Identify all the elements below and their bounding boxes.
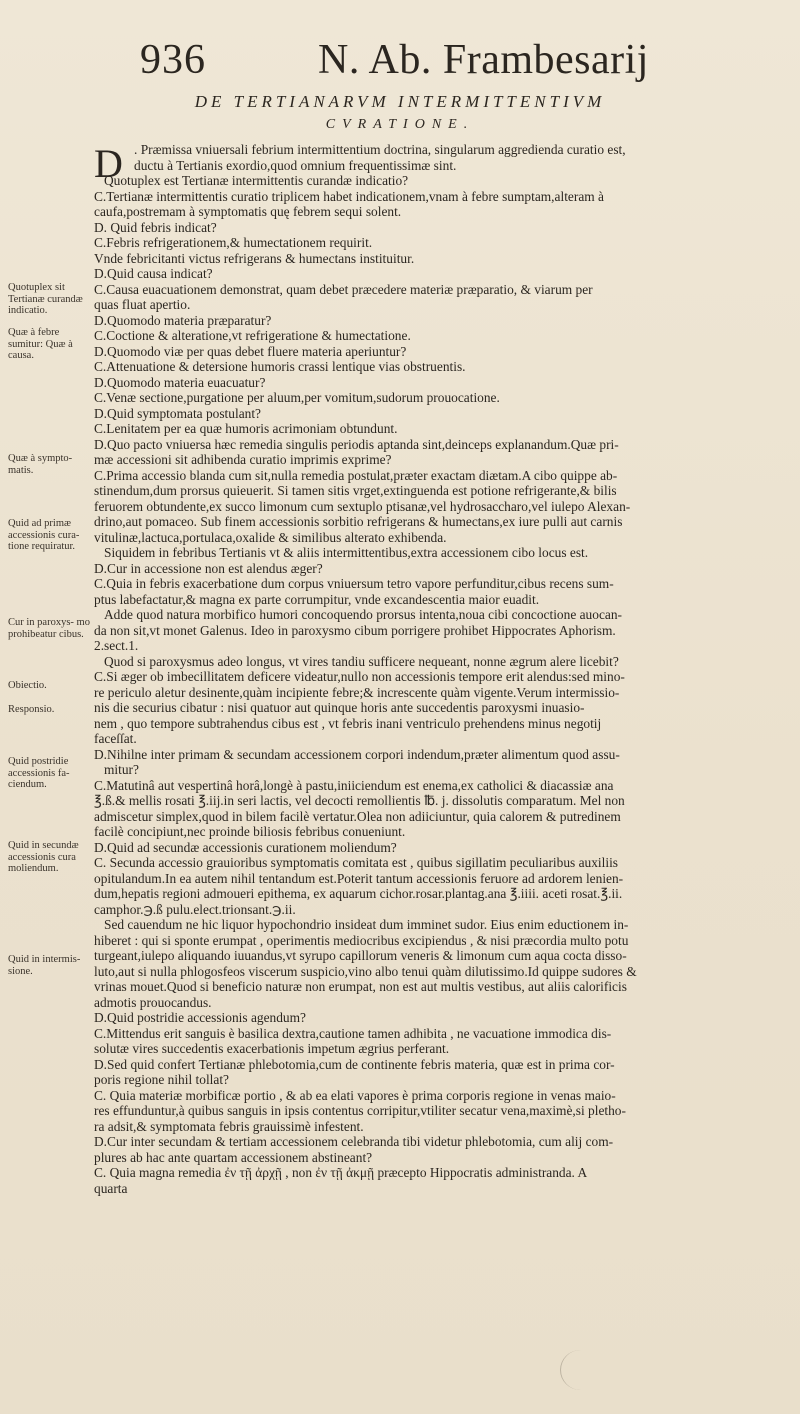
running-head: N. Ab. Frambesarij (318, 37, 649, 83)
text-line: C.Tertianæ intermittentis curatio triplicem habet indicationem,vnam à febre sumptam,alteram à (94, 188, 604, 204)
text-line: res effunduntur,à quibus sanguis in ipsis contentus corripitur,vtiliter secatur vena,maximè,si pletho- (94, 1103, 626, 1118)
text-line: opitulandum.In ea autem nihil tentandum est.Poterit tantum accessionis feruore ad ardorem lenien- (94, 870, 624, 886)
text-line: caufa,postremam à symptomatis quę febrem sequi solent. (94, 204, 402, 219)
page-number: 936 (140, 37, 206, 83)
text-line: C.Matutinâ aut vespertinâ horâ,longè à pastu,iniiciendum est enema,ex catholici & diacassiæ ana (94, 777, 614, 793)
text-line: dum,hepatis regioni admoueri epithema, ex aquarum cichor.rosar.plantag.ana ℥.iiii. aceti rosat.℥.ii. (94, 886, 623, 901)
text-line: ra adsit,& symptomata febris grauissimè infestent. (94, 1118, 364, 1134)
text-line: camphor.℈.ß pulu.elect.trionsant.℈.ii. (94, 901, 296, 917)
text-line: Quotuplex est Tertianæ intermittentis curandæ indicatio? (104, 173, 409, 188)
text-line: turgeant,iulepo aliquando iuuandus,vt syrupo capillorum veneris & limonum cum aqua cocta disso- (94, 948, 627, 963)
text-line: plures ab hac ante quartam accessionem abstineant? (94, 1149, 373, 1165)
opening-lines (94, 142, 784, 173)
text-line: C.Si æger ob imbecillitatem deficere videatur,nullo non accessionis tempore erit alendus:sed mino- (94, 669, 625, 684)
margin-note: Quid postridie accessionis fa- ciendum. (8, 756, 70, 790)
text-line: re periculo aletur desinente,quàm incipiente febre;& increscente quàm vigente.Verum intermissio- (94, 684, 620, 700)
margin-note: Quotuplex sit Tertianæ curandæ indicatio. (8, 282, 83, 316)
body-text (94, 142, 784, 1196)
text-line: C.Mittendus erit sanguis è basilica dextra,cautione tamen adhibita , ne vacuatione immodica dis- (94, 1025, 612, 1041)
text-line: D.Quid postridie accessionis agendum? (94, 1010, 306, 1025)
text-line: D.Quomodo viæ per quas debet fluere materia aperiuntur? (94, 343, 407, 359)
margin-note: Quid ad primæ accessionis cura- tione requiratur. (8, 518, 80, 552)
text-line: ductu à Tertianis exordio,quod omnium frequentissimæ sint. (134, 157, 457, 173)
text-line: Siquidem in febribus Tertianis vt & aliis intermittentibus,extra accessionem cibo locus est. (104, 545, 589, 560)
text-line: D.Sed quid confert Tertianæ phlebotomia,cum de continente febris materia, quæ est in prima cor- (94, 1056, 615, 1072)
text-line: feruorem obtundente,ex succo limonum cum sextuplo ptisanæ,vel hydrosaccharo,vel iulepo Alexan- (94, 498, 631, 514)
text-line: Vnde febricitanti victus refrigerans & humectans instituitur. (94, 250, 415, 266)
margin-note: Quid in secundæ accessionis cura moliendum. (8, 840, 79, 874)
margin-note: Obiectio. (8, 680, 47, 691)
text-line: ptus labefactatur,& magna ex parte corrumpitur, vnde excandescentia maior euadit. (94, 591, 540, 607)
text-line: ℥.ß.& mellis rosati ℥.iij.in seri lactis, vel decocti remollientis ℔. j. dissolutis comparatum. Mel non (94, 793, 625, 808)
text-line: C.Venæ sectione,purgatione per aluum,per vomitum,sudorum prouocatione. (94, 390, 500, 405)
chapter-title: DE TERTIANARVM INTERMITTENTIVM (194, 92, 606, 111)
text-line: solutæ vires succedentis exacerbationis impetum ægrius perferant. (94, 1041, 450, 1056)
text-line: D.Quid causa indicat? (94, 266, 213, 281)
text-line: admotis prouocandus. (94, 994, 212, 1010)
text-line: D.Nihilne inter primam & secundam accessionem corpori indendum,præter alimentum quod assu- (94, 746, 620, 762)
text-line: C.Coctione & alteratione,vt refrigeratione & humectatione. (94, 328, 411, 343)
text-line: C.Prima accessio blanda cum sit,nulla remedia postulat,præter exactam diætam.A cibo quippe ab- (94, 467, 618, 483)
text-line: 2.sect.1. (94, 638, 139, 653)
text-line: da non sit,vt monet Galenus. Ideo in paroxysmo cibum porrigere prohibet Hippocrates Aphorism. (94, 622, 616, 638)
text-line: mæ accessioni sit adhibenda curatio imprimis exprime? (94, 452, 392, 467)
text-line: C. Secunda accessio grauioribus symptomatis comitata est , quibus sigillatim peculiaribus auxiliis (94, 855, 619, 870)
text-line: quarta (94, 1180, 128, 1196)
text-lines (94, 173, 784, 1196)
text-line: hiberet : qui si sponte erumpat , operimentis mediocribus excipiendus , & nisi præcordia multo potu (94, 932, 629, 948)
text-line: admiscetur simplex,quod in bilem facilè vertatur.Olea non adiiciuntur, quia calorem & putredinem (94, 808, 621, 824)
text-line: Adde quod natura morbifico humori concoquendo prorsus intenta,noua cibi concoctione auocan- (104, 607, 622, 622)
chapter-subtitle: CVRATIONE. (325, 117, 475, 132)
text-line: C.Quia in febris exacerbatione dum corpus vniuersum tetro vapore perfunditur,cibus recens sum- (94, 576, 614, 591)
drop-capital: D (94, 141, 123, 186)
margin-note: Cur in paroxys- mo prohibeatur cibus. (8, 617, 90, 640)
text-line: stinendum,dum prorsus quieuerit. Si tamen sitis vrget,extinguenda est potione refrigerante,& bilis (94, 483, 617, 498)
text-line: D.Quid ad secundæ accessionis curationem moliendum? (94, 839, 397, 855)
text-line: D. Quid febris indicat? (94, 219, 217, 235)
text-line: faceſſat. (94, 731, 137, 746)
margin-note: Responsio. (8, 704, 55, 715)
text-line: D.Cur inter secundam & tertiam accessionem celebranda tibi videtur phlebotomia, cum alij com- (94, 1134, 614, 1149)
margin-note: Quæ à febre sumitur: Quæ à causa. (8, 327, 73, 361)
text-line: poris regione nihil tollat? (94, 1072, 229, 1087)
page-blemish (560, 1350, 601, 1390)
text-line: C. Quia materiæ morbificæ portio , & ab ea elati vapores è prima corporis regione in venas maio- (94, 1087, 616, 1103)
text-line: . Præmissa vniuersali febrium intermittentium doctrina, singularum aggredienda curatio est, (134, 142, 626, 157)
text-line: nis die securius cibatur : nisi quatuor aut quinque horis ante succedentis paroxysmi inuasio- (94, 700, 585, 715)
text-line: luto,aut si nulla phlogosfeos viscerum suspicio,vino albo tenui quàm dilutissimo.Id quippe sudores & (94, 963, 637, 979)
text-line: drino,aut pomaceo. Sub finem accessionis sorbitio refrigerans & humectans,ex iure pulli aut carnis (94, 514, 623, 529)
margin-note: Quid in intermis- sione. (8, 954, 81, 977)
text-line: vitulinæ,lactuca,portulaca,oxalide & similibus alterato exhibenda. (94, 529, 447, 545)
text-line: facilè concipiunt,nec proinde biliosis febribus conueniunt. (94, 824, 406, 839)
text-line: C. Quia magna remedia ἐν τῇ ἀρχῇ , non ἐν τῇ ἀκμῇ præcepto Hippocratis administranda. A (94, 1165, 588, 1180)
margin-note: Quæ à sympto- matis. (8, 453, 73, 476)
text-line: D.Quid symptomata postulant? (94, 405, 261, 421)
text-line: D.Cur in accessione non est alendus æger? (94, 560, 323, 576)
text-line: C.Lenitatem per ea quæ humoris acrimoniam obtundunt. (94, 421, 398, 436)
text-line: C.Febris refrigerationem,& humectationem requirit. (94, 235, 373, 250)
text-line: Sed cauendum ne hic liquor hypochondrio insideat dum imminet sudor. Eius enim eductionem in- (104, 917, 629, 932)
text-line: C.Attenuatione & detersione humoris crassi lentique vias obstruentis. (94, 359, 466, 374)
text-line: mitur? (104, 762, 139, 777)
text-line: Quod si paroxysmus adeo longus, vt vires tandiu sufficere nequeant, nonne ægrum alere licebit? (104, 653, 619, 669)
text-line: D.Quomodo materia euacuatur? (94, 374, 266, 390)
text-line: nem , quo tempore subtrahendus cibus est , vt febris inani ventriculo prehendens minus negotij (94, 715, 602, 731)
text-line: quas fluat apertio. (94, 297, 191, 312)
text-line: vrinas mouet.Quod si beneficio naturæ non erumpat, non est aut multis vestibus, aut aliis calorificis (94, 979, 627, 994)
text-line: C.Causa euacuationem demonstrat, quam debet præcedere materiæ præparatio, & viarum per (94, 281, 593, 297)
text-line: D.Quo pacto vniuersa hæc remedia singulis periodis aptanda sint,deinceps explanandum.Quæ pri- (94, 436, 619, 452)
page-header (0, 30, 800, 82)
text-line: D.Quomodo materia præparatur? (94, 312, 272, 328)
